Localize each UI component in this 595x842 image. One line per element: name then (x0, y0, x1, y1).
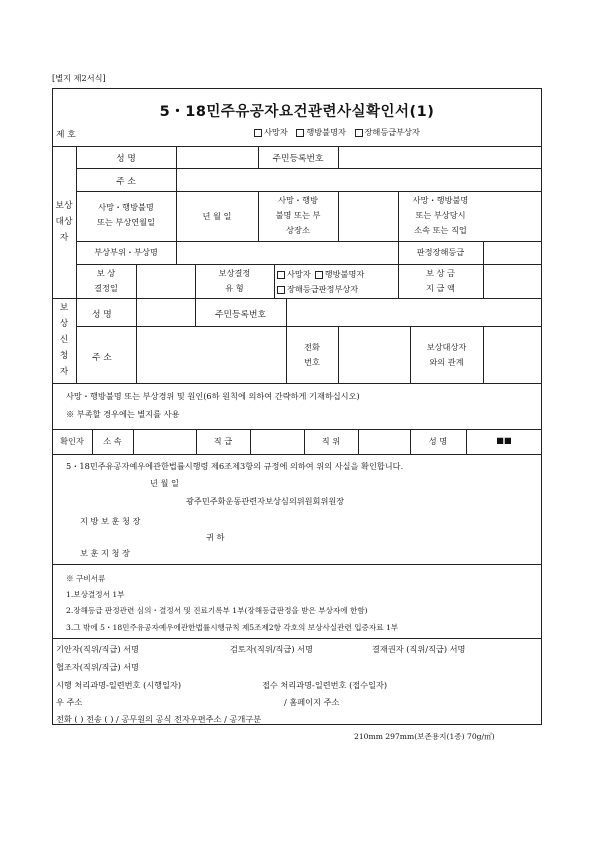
attachment-item-1: 1.보상결정서 1부 (66, 590, 125, 599)
disability-grade-label: 판정장해등급 (416, 247, 465, 257)
document-type-options (254, 127, 420, 138)
comp-amount-field[interactable] (485, 266, 540, 296)
cooperator-line: 협조자(직위/직급) 서명 (56, 662, 139, 672)
option-deceased: 사망자 (264, 127, 288, 137)
disability-grade-field[interactable] (485, 243, 540, 262)
applicant-name-label: 성 명 (92, 310, 112, 320)
confirmer-label: 확인자 (60, 436, 84, 446)
comp-amount-label: 보 상 금 지 급 액 (426, 268, 455, 293)
applicant-phone-label: 전화 번호 (304, 342, 320, 367)
confirmer-seal: ■■ (496, 435, 512, 445)
homepage-line: / 홈페이지 주소 (284, 697, 340, 707)
contact-line: 전화 ( ) 전송 ( ) / 공무원의 공식 전자우편주소 / 공개구분 (56, 714, 262, 723)
option-missing: 행방불명자 (306, 127, 346, 137)
checkbox-comp-missing[interactable] (315, 271, 323, 279)
circumstances-note: ※ 부족할 경우에는 별지를 사용 (66, 409, 180, 419)
committee-name: 광주민주화운동관련자보상심의위원회위원장 (186, 496, 345, 506)
confirmer-grade-field[interactable] (252, 431, 302, 452)
subject-resident-no-label: 주민등록번호 (272, 154, 324, 164)
confirmer-affiliation-label: 소 속 (103, 436, 122, 446)
attachments-heading: ※ 구비서류 (66, 574, 106, 583)
attachment-item-3: 3.그 밖에 5・18민주유공자예우에관한법률시행규칙 제5조제2항 각호의 보상사실관련 입증자료 1부 (66, 623, 399, 632)
applicant-address-field[interactable] (138, 328, 284, 381)
document-number-label: 제 호 (56, 130, 76, 140)
applicant-resident-no-field[interactable] (288, 300, 540, 324)
confirmation-date: 년 월 일 (150, 478, 179, 488)
applicant-side-label: 보 상 신 청 자 (59, 303, 69, 377)
checkbox-comp-injured[interactable] (277, 286, 285, 294)
occupation-label: 사망・행방불명 또는 부상당시 소속 또는 직업 (412, 195, 469, 235)
checkbox-deceased[interactable] (254, 129, 262, 137)
postal-address-line: 우 주소 (56, 697, 83, 707)
subject-name-field[interactable] (178, 148, 256, 166)
confirmer-affiliation-field[interactable] (135, 431, 194, 452)
option-injured: 장해등급부상자 (364, 127, 420, 137)
incident-place-label: 사망・행방 불명 또는 부 상장소 (275, 195, 321, 235)
comp-decision-date-field[interactable] (138, 266, 193, 296)
honorific: 귀 하 (206, 532, 225, 542)
receipt-line: 접수 처리과명-일련번호 (접수일자) (262, 680, 388, 690)
comp-decision-type-label: 보상결정 유 형 (218, 268, 251, 293)
approver-line: 결재권자 (직위/직급) 서명 (372, 644, 466, 654)
circumstances-instruction: 사망・행방불명 또는 부상경위 및 원인(6하 원칙에 의하여 간략하게 기재하십시오) (66, 391, 360, 401)
applicant-phone-field[interactable] (340, 328, 408, 381)
incident-place-field[interactable] (340, 193, 396, 239)
enforcement-line: 시행 처리과명-일련번호 (시행일자) (56, 680, 182, 690)
injury-area-label: 부상부위・부상명 (94, 247, 158, 257)
confirmer-position-label: 직 위 (321, 436, 341, 446)
form-number: [별지 제2서식] (52, 73, 106, 83)
confirmation-statement: 5・18민주유공자예우에관한법률시행령 제6조제3항의 규정에 의하여 위의 사실을 확인합니다. (66, 461, 404, 471)
subject-address-field[interactable] (178, 170, 540, 189)
subject-name-label: 성 명 (116, 154, 136, 164)
applicant-relation-label: 보상대상자 와의 관계 (426, 342, 467, 367)
applicant-relation-field[interactable] (485, 328, 540, 381)
regional-office: 지 방 보 훈 청 장 (80, 516, 141, 526)
contact-line-clip (53, 712, 541, 723)
form-title: 5・18민주유공자요건관련사실확인서(1) (159, 104, 435, 120)
confirmer-name-label: 성 명 (428, 436, 448, 446)
incident-date-label: 사망・행방불명 또는 부상연월일 (97, 202, 155, 227)
confirmer-position-field[interactable] (360, 431, 408, 452)
confirmer-grade-label: 직 급 (213, 436, 233, 446)
applicant-name-field[interactable] (138, 300, 193, 324)
applicant-address-label: 주 소 (92, 353, 112, 363)
injury-area-field[interactable] (178, 243, 396, 262)
drafter-line: 기안자(직위/직급) 서명 (56, 644, 139, 654)
checkbox-missing[interactable] (296, 129, 304, 137)
branch-office: 보 훈 지 청 장 (80, 548, 130, 558)
reviewer-line: 검토자(직위/직급) 서명 (230, 644, 313, 654)
checkbox-comp-deceased[interactable] (277, 271, 285, 279)
incident-date-field[interactable]: 년 월 일 (202, 211, 232, 221)
comp-type-options: 사망자 행방불명자 장해등급판정부상자 (277, 267, 364, 297)
applicant-resident-no-label: 주민등록번호 (215, 310, 266, 320)
comp-decision-date-label: 보 상 결정일 (94, 268, 118, 293)
subject-resident-no-field[interactable] (340, 148, 540, 166)
subject-address-label: 주 소 (116, 177, 136, 187)
subject-side-label: 보상 대상 자 (55, 201, 73, 243)
attachment-item-2: 2.장해등급 판정관련 심의・결정서 및 진료기록부 1부(장해등급판정을 받은 부상자에 한함) (66, 606, 368, 615)
checkbox-injured[interactable] (355, 129, 363, 137)
paper-spec: 210mm 297mm(보존용지(1종) 70g/㎡) (354, 732, 495, 741)
